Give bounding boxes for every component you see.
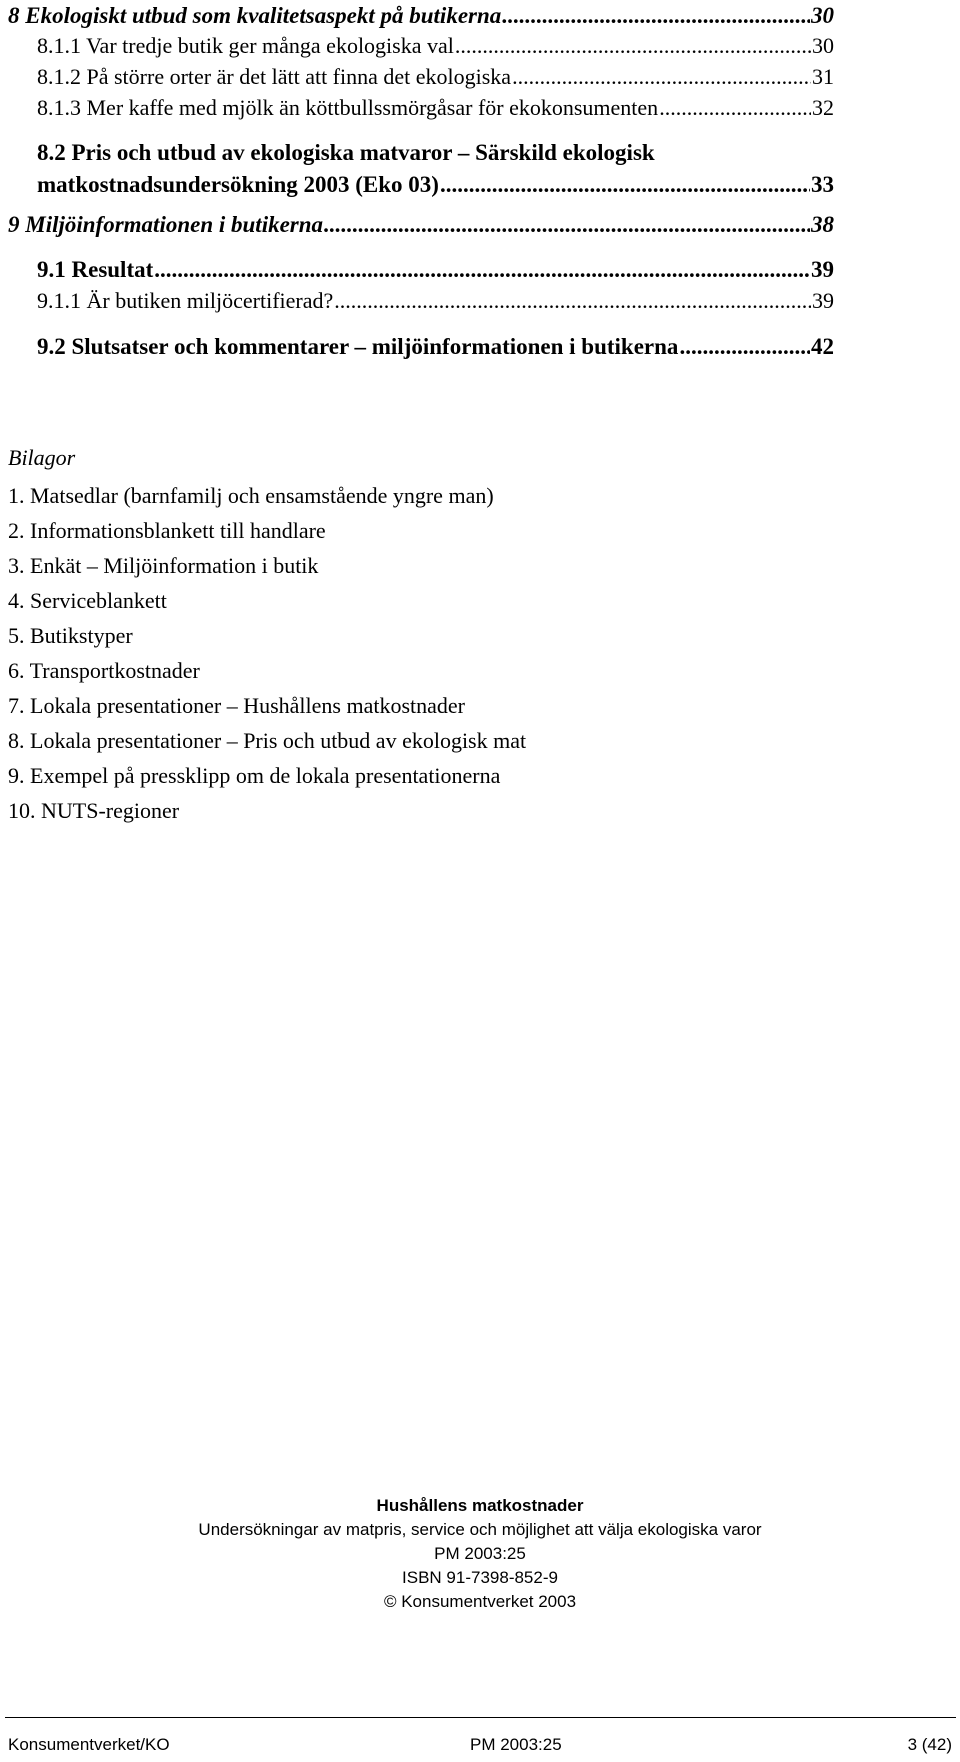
- toc-entry-text: 9 Miljöinformationen i butikerna: [8, 212, 324, 237]
- toc-page-number: 39: [811, 257, 834, 282]
- appendix-item: 4. Serviceblankett: [8, 588, 167, 613]
- toc-entry-8[interactable]: [8, 4, 834, 27]
- toc-page-number: 39: [812, 288, 834, 313]
- report-number: PM 2003:25: [434, 1544, 526, 1563]
- publication-info: [0, 1494, 960, 1614]
- toc-entry-9-1[interactable]: [37, 258, 834, 281]
- appendix-item: 1. Matsedlar (barnfamilj och ensamstående yngre man): [8, 483, 494, 508]
- footer-center: PM 2003:25: [470, 1735, 562, 1754]
- copyright: © Konsumentverket 2003: [383, 1592, 577, 1611]
- footer-left: Konsumentverket/KO: [8, 1735, 170, 1754]
- appendix-item: 10. NUTS-regioner: [8, 798, 180, 823]
- footer-page-number: 3 (42): [907, 1735, 952, 1754]
- toc-entry-text: 8 Ekologiskt utbud som kvalitetsaspekt på butikerna: [8, 3, 502, 28]
- toc-entry-text: 8.1.1 Var tredje butik ger många ekologiska val: [37, 33, 454, 58]
- toc-leader-dots: [679, 335, 810, 358]
- toc-leader-dots: [440, 173, 810, 196]
- toc-entry-9-1-1[interactable]: [37, 290, 834, 312]
- toc-entry-text: 9.1.1 Är butiken miljöcertifierad?: [37, 288, 334, 313]
- toc-entry-8-1-2[interactable]: [37, 66, 834, 88]
- toc-page-number: 33: [811, 172, 834, 197]
- toc-entry-8-1-3[interactable]: [37, 97, 834, 119]
- toc-page-number: 30: [812, 33, 834, 58]
- footer-divider: [5, 1717, 956, 1718]
- appendix-item: 6. Transportkostnader: [8, 658, 200, 683]
- toc-entry-9-2[interactable]: [37, 335, 834, 358]
- appendix-item: 2. Informationsblankett till handlare: [8, 518, 326, 543]
- publication-subtitle: Undersökningar av matpris, service och möjlighet att välja ekologiska varor: [198, 1520, 762, 1539]
- appendix-list: [8, 478, 526, 828]
- toc-entry-text: 8.1.2 På större orter är det lätt att finna det ekologiska: [37, 64, 512, 89]
- appendix-item: 3. Enkät – Miljöinformation i butik: [8, 553, 319, 578]
- toc-entry-8-1-1[interactable]: [37, 35, 834, 57]
- toc-page-number: 31: [812, 64, 834, 89]
- appendix-item: 5. Butikstyper: [8, 623, 133, 648]
- publication-title: Hushållens matkostnader: [376, 1496, 584, 1515]
- appendix-item: 9. Exempel på pressklipp om de lokala presentationerna: [8, 763, 501, 788]
- toc-page-number: 38: [811, 212, 834, 237]
- appendix-heading: Bilagor: [8, 445, 76, 470]
- toc-entry-text: matkostnadsundersökning 2003 (Eko 03): [37, 172, 439, 197]
- toc-entry-text: 8.1.3 Mer kaffe med mjölk än köttbullssmörgåsar för ekokonsumenten: [37, 95, 659, 120]
- toc-entry-text: 9.2 Slutsatser och kommentarer – miljöinformationen i butikerna: [37, 334, 679, 359]
- toc-leader-dots: [154, 258, 810, 281]
- toc-leader-dots: [324, 213, 810, 236]
- toc-leader-dots: [502, 4, 810, 27]
- toc-leader-dots: [512, 66, 811, 88]
- toc-entry-9[interactable]: [8, 213, 834, 236]
- toc-entry-8-2-line1[interactable]: 8.2 Pris och utbud av ekologiska matvaror – Särskild ekologisk: [37, 140, 655, 165]
- toc-page-number: 32: [812, 95, 834, 120]
- toc-entry-text: 9.1 Resultat: [37, 257, 154, 282]
- toc-leader-dots: [659, 97, 811, 119]
- appendix-item: 8. Lokala presentationer – Pris och utbud av ekologisk mat: [8, 728, 527, 753]
- toc-leader-dots: [455, 35, 811, 57]
- toc-page-number: 42: [811, 334, 834, 359]
- appendix-item: 7. Lokala presentationer – Hushållens matkostnader: [8, 693, 465, 718]
- toc-leader-dots: [334, 290, 811, 312]
- isbn: ISBN 91-7398-852-9: [402, 1568, 558, 1587]
- toc-page-number: 30: [811, 3, 834, 28]
- toc-entry-8-2[interactable]: [37, 173, 834, 196]
